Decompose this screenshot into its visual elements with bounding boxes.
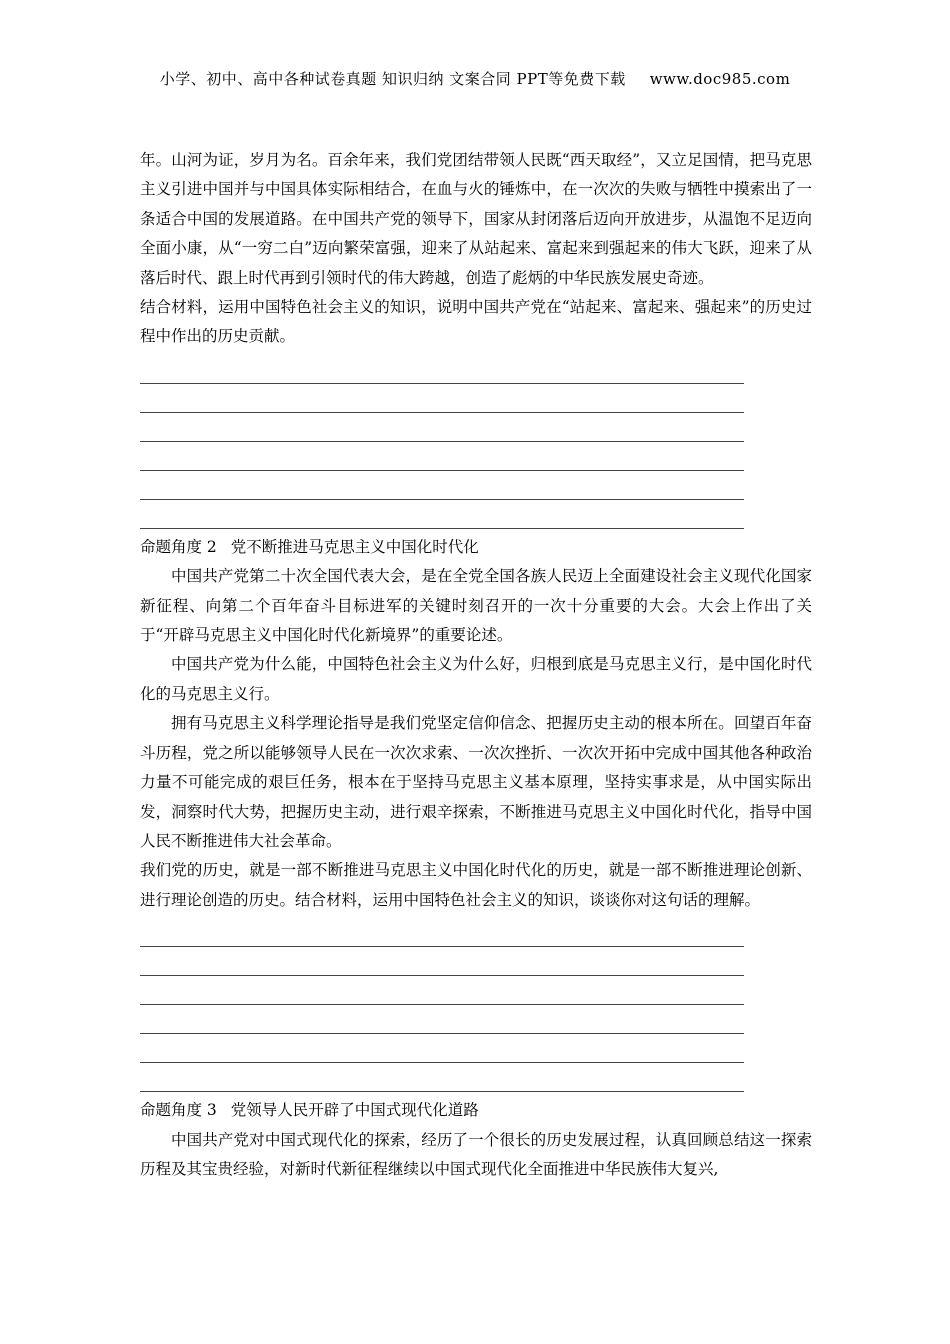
answer-line[interactable] — [140, 442, 744, 471]
section3-heading — [140, 1096, 812, 1125]
section1-material: 年。山河为证，岁月为名。百余年来，我们党团结带领人民既“西天取经”，又立足国情，把马克思主义引进中国并与中国具体实际相结合，在血与火的锤炼中，在一次次的失败与牺牲中摸索出了一条适合中国的发展道路。在中国共产党的领导下，国家从封闭落后迈向开放进步，从温饱不足迈向全面小康，从“一穷二白”迈向繁荣富强，迎来了从站起来、富起来到强起来的伟大飞跃，迎来了从落后时代、跟上时代再到引领时代的伟大跨越，创造了彪炳的中华民族发展史奇迹。 — [140, 151, 812, 287]
page-header — [0, 68, 950, 89]
answer-line[interactable] — [140, 1034, 744, 1063]
answer-lines-1[interactable] — [140, 362, 812, 529]
section3-para1: 中国共产党对中国式现代化的探索，经历了一个很长的历史发展过程，认真回顾总结这一探索历程及其宝贵经验，对新时代新征程继续以中国式现代化全面推进中华民族伟大复兴, — [140, 1130, 812, 1178]
answer-line[interactable] — [140, 976, 744, 1005]
answer-line[interactable] — [140, 1005, 744, 1034]
answer-line[interactable] — [140, 1063, 744, 1092]
section3-title: 党领导人民开辟了中国式现代化道路 — [230, 1101, 479, 1120]
answer-line[interactable] — [140, 362, 744, 384]
section2-para2: 中国共产党为什么能，中国特色社会主义为什么好，归根到底是马克思主义行，是中国化时代化的马克思主义行。 — [140, 655, 812, 703]
answer-lines-2[interactable] — [140, 925, 812, 1092]
answer-line[interactable] — [140, 384, 744, 413]
section2-para1: 中国共产党第二十次全国代表大会，是在全党全国各族人民迈上全面建设社会主义现代化国家新征程、向第二个百年奋斗目标进军的关键时刻召开的一次十分重要的大会。大会上作出了关于“开辟马克思主义中国化时代化新境界”的重要论述。 — [140, 567, 812, 645]
answer-line[interactable] — [140, 471, 744, 500]
section2-label: 命题角度 2 — [140, 537, 217, 556]
answer-line[interactable] — [140, 413, 744, 442]
header-site: www.doc985.com — [649, 70, 791, 88]
document-body — [140, 146, 812, 1184]
section2-para3: 拥有马克思主义科学理论指导是我们党坚定信仰信念、把握历史主动的根本所在。回望百年奋斗历程，党之所以能够领导人民在一次次求索、一次次挫折、一次次开拓中完成中国其他各种政治力量不可能完成的艰巨任务，根本在于坚持马克思主义基本原理，坚持实事求是，从中国实际出发，洞察时代大势，把握历史主动，进行艰辛探索，不断推进马克思主义中国化时代化，指导中国人民不断推进伟大社会革命。 — [140, 714, 812, 850]
section2-title: 党不断推进马克思主义中国化时代化 — [230, 537, 479, 556]
answer-line[interactable] — [140, 947, 744, 976]
section1-question: 结合材料，运用中国特色社会主义的知识，说明中国共产党在“站起来、富起来、强起来”的历史过程中作出的历史贡献。 — [140, 298, 812, 346]
answer-line[interactable] — [140, 500, 744, 529]
header-text: 小学、初中、高中各种试卷真题 知识归纳 文案合同 PPT等免费下载 — [159, 70, 626, 88]
section3-label: 命题角度 3 — [140, 1101, 217, 1120]
section2-heading — [140, 533, 812, 562]
answer-line[interactable] — [140, 925, 744, 947]
section2-question: 我们党的历史，就是一部不断推进马克思主义中国化时代化的历史，就是一部不断推进理论创新、进行理论创造的历史。结合材料，运用中国特色社会主义的知识，谈谈你对这句话的理解。 — [140, 861, 812, 909]
